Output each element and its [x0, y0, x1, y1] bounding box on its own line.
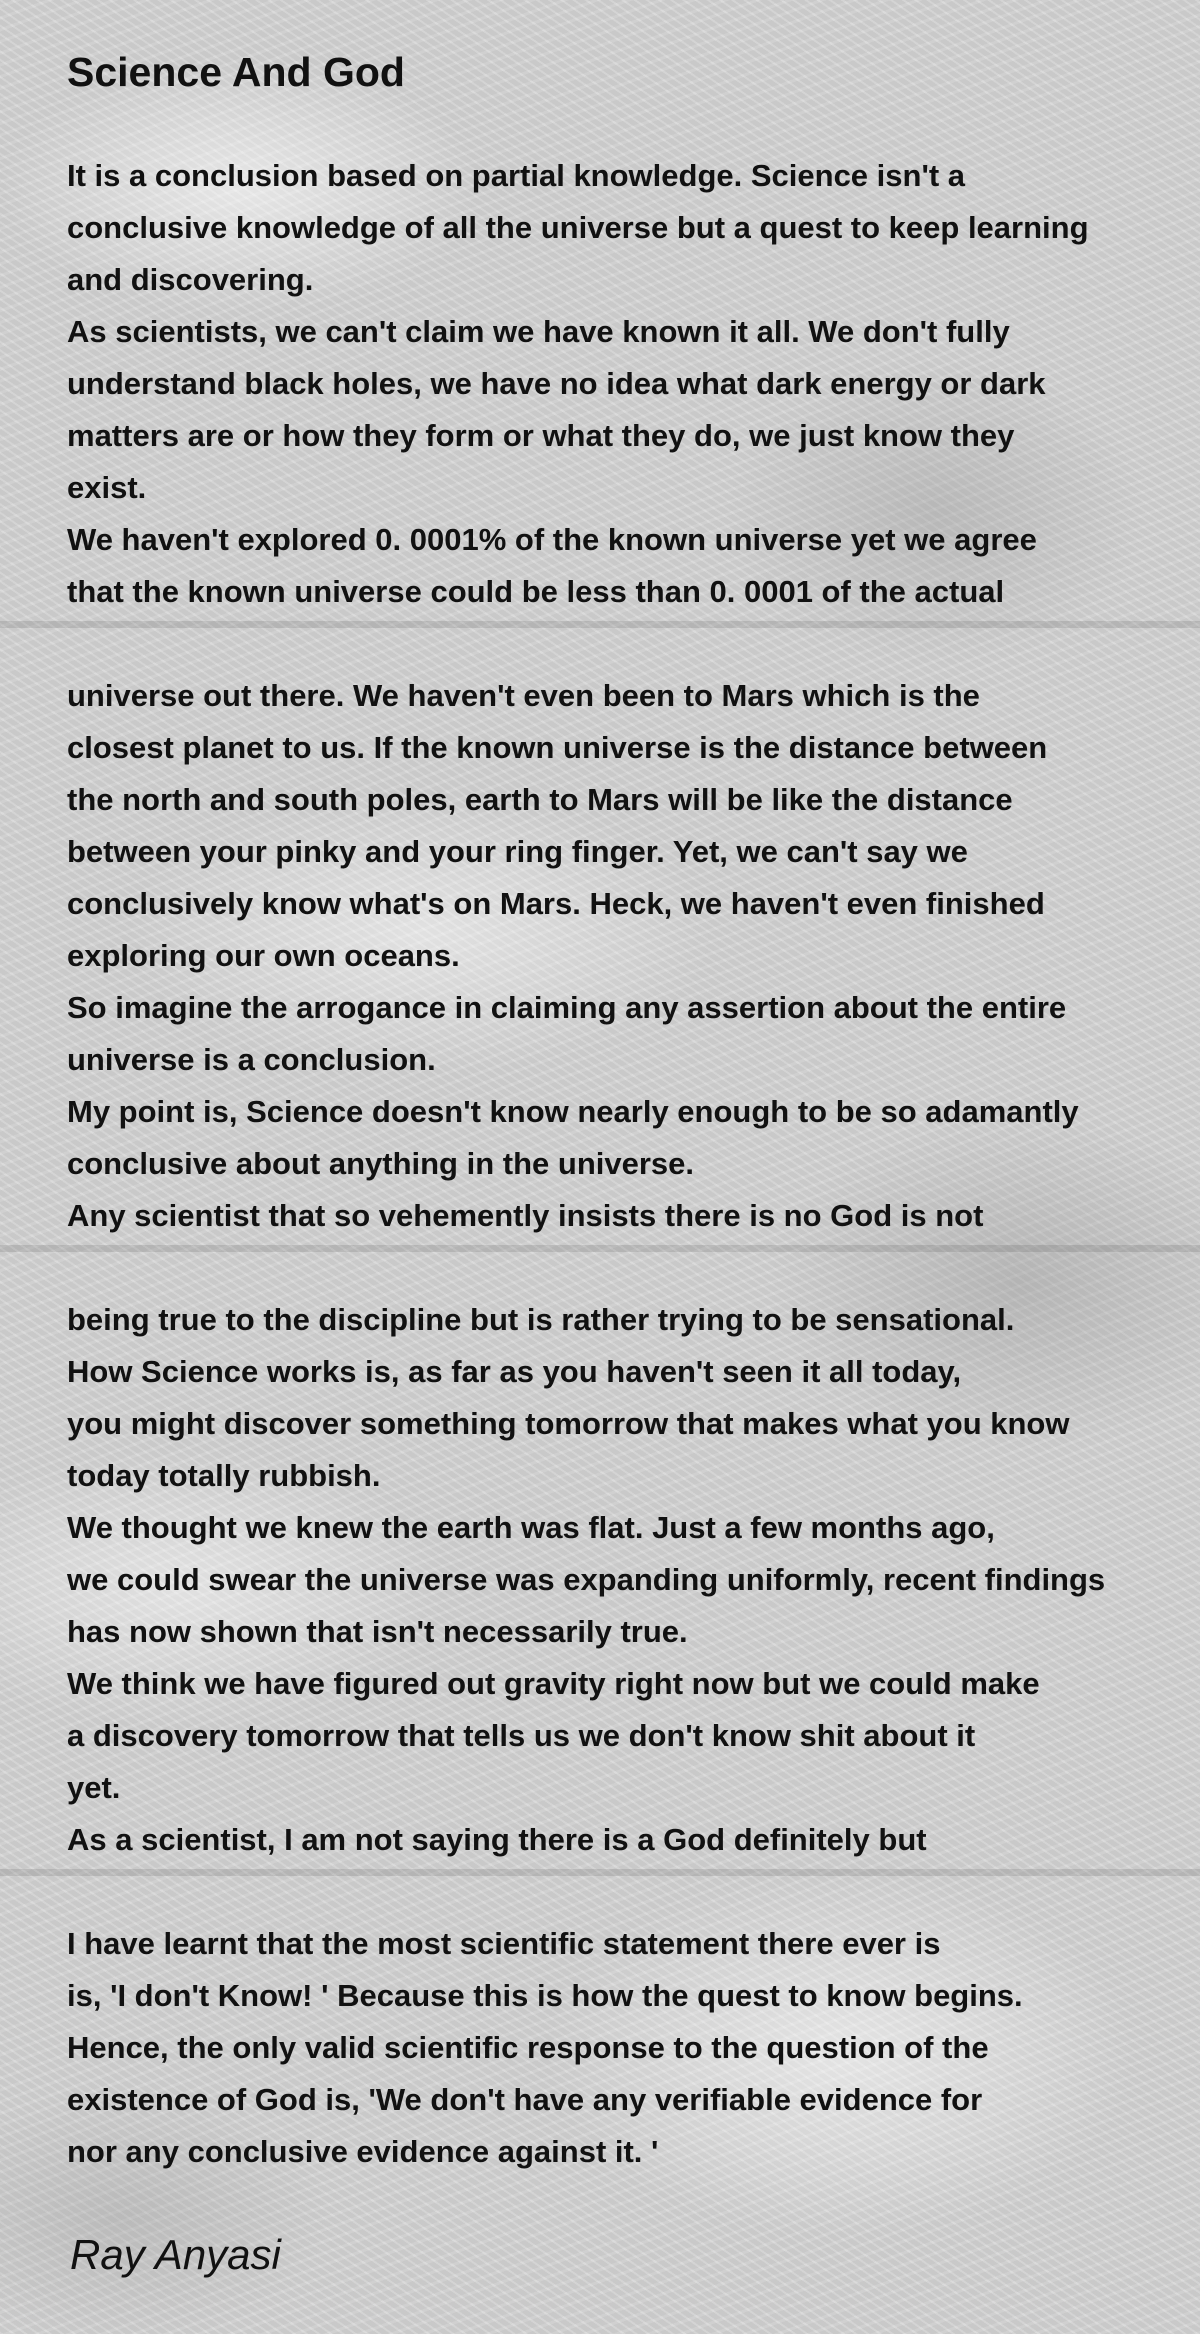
poem-line: and discovering.	[67, 262, 314, 297]
poem-line: It is a conclusion based on partial knowledge. Science isn't a	[67, 158, 966, 193]
poem-line: between your pinky and your ring finger. Yet, we can't say we	[67, 834, 968, 869]
poem-author: Ray Anyasi	[70, 2231, 281, 2278]
poem-line: has now shown that isn't necessarily true.	[67, 1614, 688, 1649]
poem-line: yet.	[67, 1770, 121, 1805]
poem-line: nor any conclusive evidence against it. '	[67, 2134, 659, 2169]
poem-line-gap	[67, 1866, 1187, 1918]
poem-body	[67, 150, 1187, 2178]
poem-line: We haven't explored 0. 0001% of the known universe yet we agree	[67, 522, 1037, 557]
poem-line: is, 'I don't Know! ' Because this is how the quest to know begins.	[67, 1978, 1023, 2013]
poem-line: Hence, the only valid scientific response to the question of the	[67, 2030, 989, 2065]
poem-line-gap	[67, 1242, 1187, 1294]
poem-line: exploring our own oceans.	[67, 938, 460, 973]
poem-line: conclusive about anything in the universe.	[67, 1146, 695, 1181]
poem-line: closest planet to us. If the known universe is the distance between	[67, 730, 1048, 765]
poem-line: I have learnt that the most scientific statement there ever is	[67, 1926, 941, 1961]
poem-line: universe is a conclusion.	[67, 1042, 436, 1077]
poem-line-gap	[67, 618, 1187, 670]
poem-line: we could swear the universe was expanding uniformly, recent findings	[67, 1562, 1106, 1597]
poem-line: being true to the discipline but is rather trying to be sensational.	[67, 1302, 1015, 1337]
poem-line: We think we have figured out gravity right now but we could make	[67, 1666, 1040, 1701]
poem-line: conclusively know what's on Mars. Heck, we haven't even finished	[67, 886, 1045, 921]
poem-title: Science And God	[67, 49, 405, 95]
poem-line: We thought we knew the earth was flat. Just a few months ago,	[67, 1510, 995, 1545]
poem-line: As scientists, we can't claim we have known it all. We don't fully	[67, 314, 1010, 349]
poem-line: a discovery tomorrow that tells us we don't know shit about it	[67, 1718, 976, 1753]
poem-line: matters are or how they form or what they do, we just know they	[67, 418, 1015, 453]
poem-line: How Science works is, as far as you haven't seen it all today,	[67, 1354, 962, 1389]
poem-line: you might discover something tomorrow that makes what you know	[67, 1406, 1070, 1441]
poem-line: As a scientist, I am not saying there is a God definitely but	[67, 1822, 927, 1857]
poem-line: understand black holes, we have no idea what dark energy or dark	[67, 366, 1046, 401]
poem-line: My point is, Science doesn't know nearly enough to be so adamantly	[67, 1094, 1079, 1129]
poem-line: the north and south poles, earth to Mars will be like the distance	[67, 782, 1013, 817]
poem-line: today totally rubbish.	[67, 1458, 381, 1493]
poem-line: Any scientist that so vehemently insists there is no God is not	[67, 1198, 984, 1233]
poem-line: universe out there. We haven't even been to Mars which is the	[67, 678, 980, 713]
poem-line: existence of God is, 'We don't have any verifiable evidence for	[67, 2082, 983, 2117]
poem-line: that the known universe could be less than 0. 0001 of the actual	[67, 574, 1005, 609]
poem-line: So imagine the arrogance in claiming any assertion about the entire	[67, 990, 1067, 1025]
poem-line: conclusive knowledge of all the universe but a quest to keep learning	[67, 210, 1089, 245]
poem-line: exist.	[67, 470, 147, 505]
